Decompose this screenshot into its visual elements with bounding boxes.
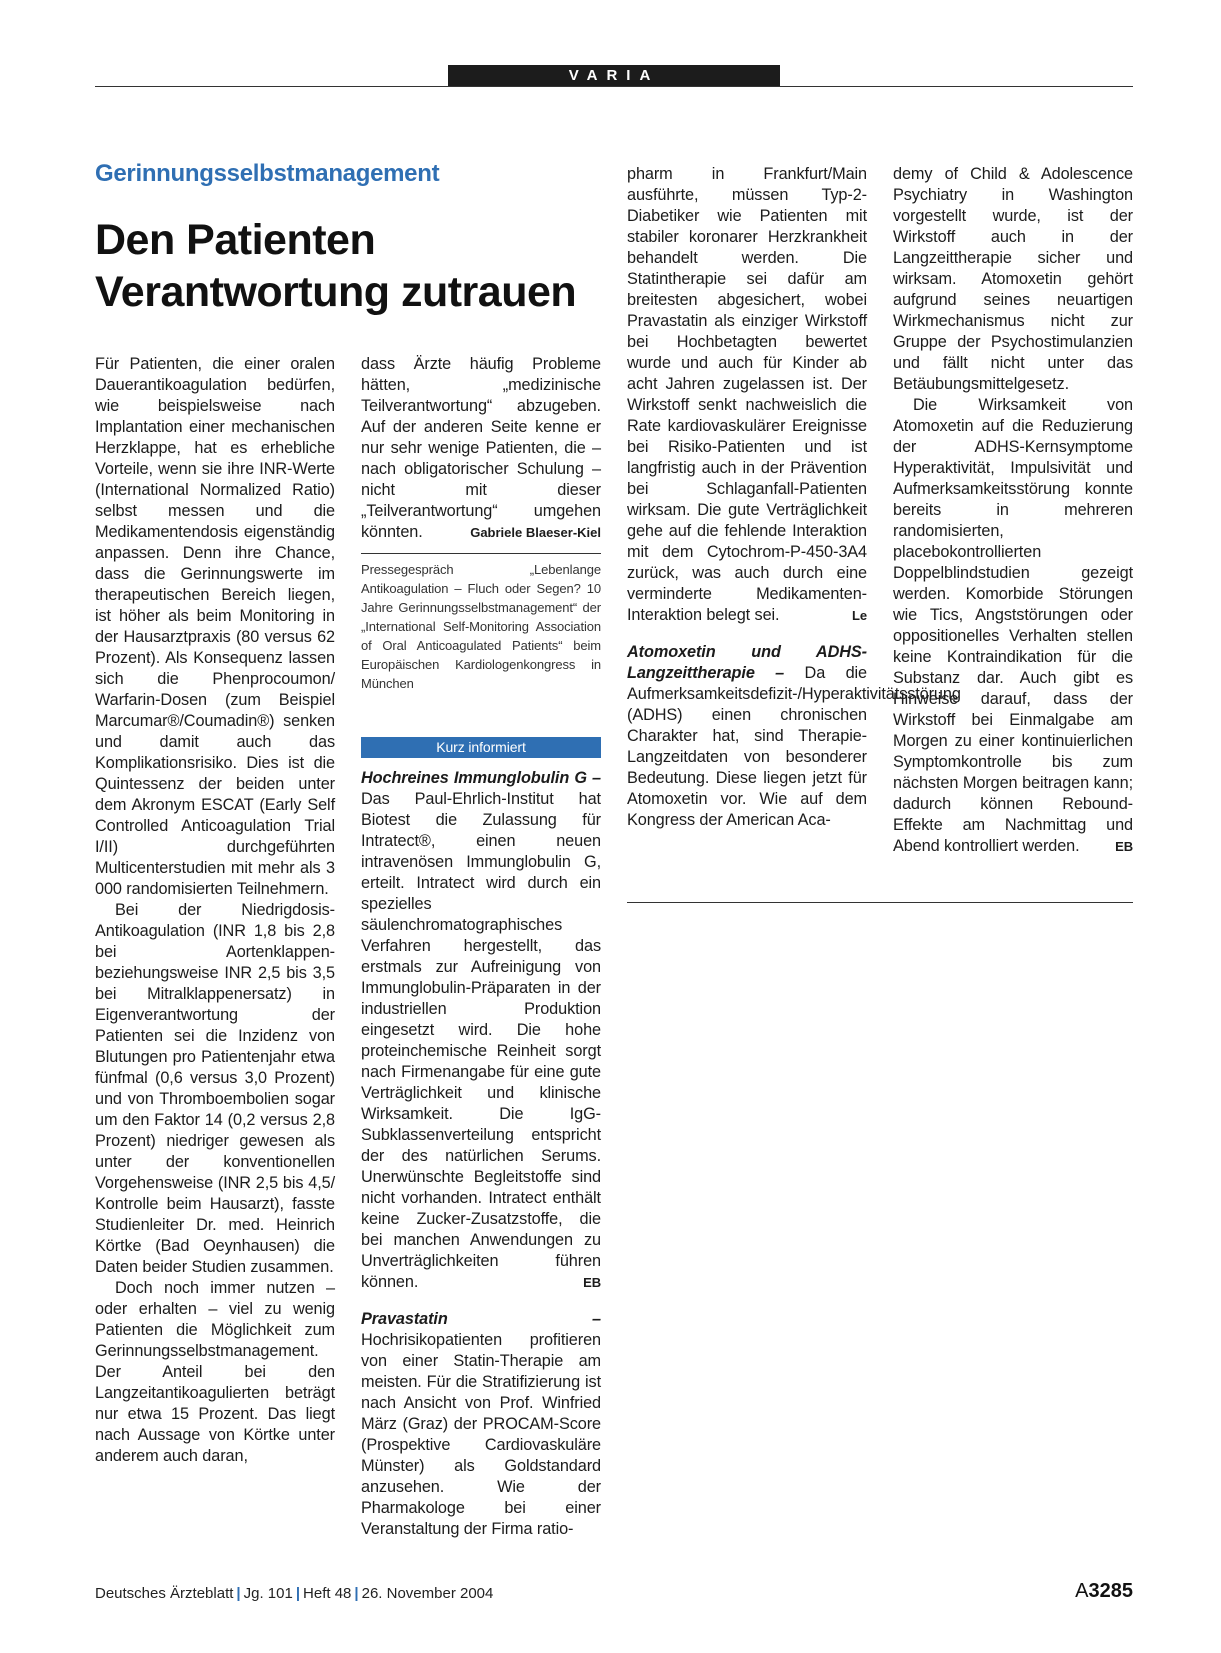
news-item-continued: [627, 164, 867, 626]
news-item-text: Hochrisikopatienten profitieren von einer Statin-Therapie am meisten. Für die Stratifizierung ist nach Ansicht von Prof. Winfried März (Graz) der PROCAM-Score (Prospektive Cardiovaskuläre Münster) als Goldstandard anzusehen. Wie der Pharmakologe bei einer Veranstaltung der Firma ratio-: [361, 1331, 601, 1538]
article-column-1: [95, 354, 335, 1467]
news-item-text: pharm in Frankfurt/Main ausführte, müssen Typ-2-Diabetiker wie Patienten mit stabiler koronarer Herzkrankheit behandelt werden. Die Statintherapie sei dafür am breitesten abgesichert, wobei Pravastatin als einziger Wirkstoff bei Hochbetagten bewertet wurde und auch für Kinder ab acht Jahren zugelassen ist. Der Wirkstoff senkt nachweislich die Rate kardiovaskulärer Ereignisse bei Risiko-Patienten und ist langfristig auch in der Prävention bei Schlaganfall-Patienten wirksam. Die gute Verträglichkeit gehe auf die fehlende Interaktion mit dem Cytochrom-P-450-3A4 zurück, was auch durch eine verminderte Medikamenten-Interaktion belegt sei.: [627, 165, 867, 624]
kurz-informiert-label: Kurz informiert: [361, 737, 601, 758]
author-signature: Gabriele Blaeser-Kiel: [470, 525, 601, 540]
article-column-4: [893, 164, 1133, 857]
headline-line-1: Den Patienten: [95, 216, 376, 264]
kurz-informiert-continued: [627, 164, 961, 831]
news-item: [627, 642, 961, 831]
section-tag: VARIA: [448, 65, 780, 86]
note-divider: [361, 553, 601, 554]
paragraph: Doch noch immer nutzen – oder erhalten – viel zu wenig Patienten die Möglichkeit zum Gerinnungsselbstmanagement. Der Anteil bei den Langzeitantikoagulierten beträgt nur etwa 15 Prozent. Das liegt nach Aussage von Körtke unter anderem auch daran,: [95, 1279, 335, 1465]
section-end-rule: [627, 902, 1133, 903]
kurz-informiert-section: [361, 768, 601, 1540]
journal-date: 26. November 2004: [361, 1585, 494, 1602]
news-item-signature: Le: [852, 608, 867, 623]
headline-line-2: Verantwortung zutrauen: [95, 268, 577, 316]
news-item-lead: Atomoxetin und ADHS-Langzeittherapie –: [627, 643, 867, 682]
news-item-lead: Hochreines Immunglobulin G –: [361, 769, 601, 787]
news-item-continued: demy of Child & Adolescence Psychiatry in Washington vorgestellt wurde, ist der Wirkstoff auch in der Langzeittherapie sicher und wirksam. Atomoxetin gehört aufgrund seines neuartigen Wirkmechanismus nicht zur Gruppe der Psychostimulanzien und fällt nicht unter das Betäubungsmittelgesetz.: [893, 165, 1133, 393]
paragraph-text: dass Ärzte häufig Probleme hätten, „medizinische Teilverantwortung“ abzugeben. Auf der anderen Seite kenne er nur sehr wenige Patienten, die – nach obligatorischer Schulung – nicht mit dieser „Teilverantwortung“ umgehen könnten.: [361, 355, 601, 541]
page-number-value: 3285: [1088, 1580, 1133, 1602]
article-headline: [95, 214, 615, 318]
source-note: Pressegespräch „Lebenlange Antikoagulation – Fluch oder Segen? 10 Jahre Gerinnungsselbstmanagement“ der „International Self-Monitoring Association of Oral Anticoagulated Patients“ beim Europäischen Kardiologenkongress in München: [361, 562, 601, 691]
footer-separator: |: [236, 1585, 241, 1602]
article-column-2: [361, 354, 601, 1540]
news-item-lead: Pravastatin –: [361, 1310, 601, 1328]
news-item: [361, 1309, 601, 1540]
journal-issue: Heft 48: [303, 1585, 352, 1602]
news-item: [361, 768, 601, 1293]
paragraph: Bei der Niedrigdosis-Antikoagulation (INR 1,8 bis 2,8 bei Aortenklappen- beziehungsweise INR 2,5 bis 3,5 bei Mitralklappenersatz) in Eigenverantwortung der Patienten sei die Inzidenz von Blutungen pro Patientenjahr etwa fünfmal (0,6 versus 3,0 Prozent) und von Thromboembolien sogar um den Faktor 14 (0,2 versus 2,8 Prozent) niedriger gewesen als unter der konventionellen Vorgehensweise (INR 2,5 bis 4,5/ Kontrolle beim Hausarzt), fasste Studienleiter Dr. med. Heinrich Körtke (Bad Oeynhausen) die Daten beider Studien zusammen.: [95, 901, 335, 1276]
journal-name: Deutsches Ärzteblatt: [95, 1585, 234, 1602]
news-item-text: Die Wirksamkeit von Atomoxetin auf die Reduzierung der ADHS-Kernsymptome Hyperaktivität, Impulsivität und Aufmerksamkeitsstörung konnte bereits in mehreren randomisierten, placebokontrollierten Doppelblindstudien gezeigt werden. Komorbide Störungen wie Tics, Angststörungen oder oppositionelles Verhalten stellen keine Kontraindikation für die Substanz dar. Auch gibt es Hinweise darauf, dass der Wirkstoff bei Einmalgabe am Morgen zu einer kontinuierlichen Symptomkontrolle bis zum nächsten Morgen beitragen kann; dadurch können Rebound-Effekte am Nachmittag und Abend kontrolliert werden.: [893, 396, 1133, 855]
paragraph: Für Patienten, die einer oralen Dauerantikoagulation bedürfen, wie beispielsweise nach Implantation einer mechanischen Herzklappe, hat es erhebliche Vorteile, wenn sie ihre INR-Werte (International Normalized Ratio) selbst messen und die Medikamentendosis eigenständig anpassen. Denn ihre Chance, dass die Gerinnungswerte im therapeutischen Bereich liegen, ist höher als beim Monitoring in der Hausarztpraxis (80 versus 62 Prozent). Als Konsequenz lassen sich die Phenprocoumon/ Warfarin-Dosen (zum Beispiel Marcumar®/Coumadin®) senken und damit auch das Komplikationsrisiko. Dies ist die Quintessenz der beiden unter dem Akronym ESCAT (Early Self Controlled Anticoagulation Trial I/II) durchgeführten Multicenterstudien mit mehr als 3 000 randomisierten Teilnehmern.: [95, 355, 335, 898]
page-number: [1075, 1580, 1133, 1603]
footer-separator: |: [295, 1585, 301, 1602]
paragraph: [361, 354, 601, 543]
footer-separator: |: [354, 1585, 359, 1602]
page-prefix: A: [1075, 1580, 1089, 1602]
news-item-signature: EB: [1115, 839, 1133, 854]
article-column-3: [627, 164, 961, 831]
header-rule: [95, 86, 1133, 87]
journal-volume: Jg. 101: [243, 1585, 293, 1602]
news-item-text: Da die Aufmerksamkeitsdefizit-/Hyperaktivitätsstörung (ADHS) einen chronischen Charakter hat, sind Therapie-Langzeitdaten von besonderer Bedeutung. Diese liegen jetzt für Atomoxetin vor. Wie auf dem Kongress der American Aca-: [627, 664, 961, 829]
article-kicker: Gerinnungsselbstmanagement: [95, 160, 440, 187]
news-item-signature: EB: [583, 1275, 601, 1290]
news-item-text: Das Paul-Ehrlich-Institut hat Biotest die Zulassung für Intratect®, einen neuen intravenösen Immunglobulin G, erteilt. Intratect wird durch ein spezielles säulenchromatographisches Verfahren hergestellt, das erstmals zur Aufreinigung von Immunglobulin-Präparaten in der industriellen Produktion eingesetzt wird. Die hohe proteinchemische Reinheit sorgt nach Firmenangabe für eine gute Verträglichkeit und klinische Wirksamkeit. Die IgG-Subklassenverteilung entspricht der des natürlichen Serums. Unerwünschte Begleitstoffe sind nicht vorhanden. Intratect enthält keine Zucker-Zusatzstoffe, die bei manchen Anwendungen zu Unverträglichkeiten führen können.: [361, 790, 601, 1291]
news-item-continued: [893, 395, 1133, 857]
page-footer: [95, 1585, 493, 1602]
